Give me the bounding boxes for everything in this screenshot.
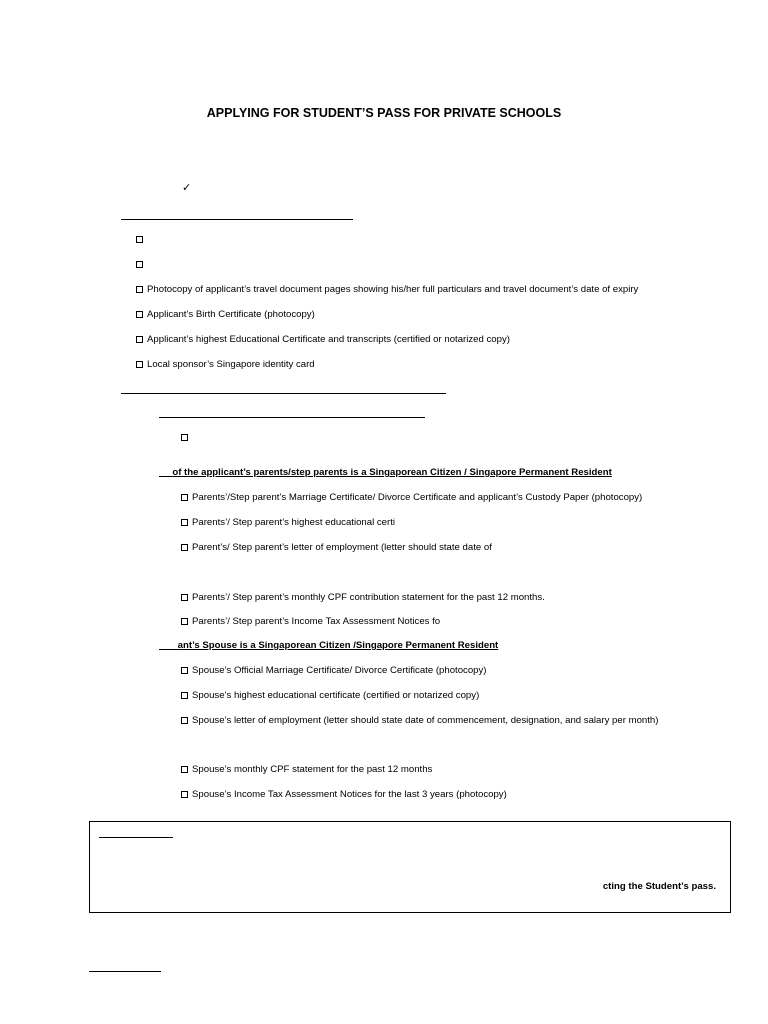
checkbox-icon[interactable] — [181, 618, 188, 625]
checkbox-icon[interactable] — [181, 434, 188, 441]
spouse-heading: ant’s Spouse is a Singaporean Citizen /Singapore Permanent Resident — [177, 640, 499, 651]
notice-heading-rule — [99, 837, 173, 838]
check-mark-icon: ✓ — [182, 182, 192, 194]
checklist-item[interactable] — [136, 234, 147, 245]
footer-rule — [89, 971, 161, 972]
checklist-item[interactable] — [181, 432, 192, 443]
checklist-item[interactable]: Photocopy of applicant’s travel document pages showing his/her full particulars and travel document’s date of expiry — [136, 284, 638, 295]
checklist-item[interactable]: Spouse’s Official Marriage Certificate/ Divorce Certificate (photocopy) — [181, 665, 487, 676]
checklist-item[interactable] — [136, 259, 147, 270]
checkbox-icon[interactable] — [136, 336, 143, 343]
checkbox-icon[interactable] — [181, 692, 188, 699]
checkbox-icon[interactable] — [181, 717, 188, 724]
page-title: APPLYING FOR STUDENT’S PASS FOR PRIVATE SCHOOLS — [206, 106, 562, 120]
checklist-item[interactable]: Spouse’s letter of employment (letter should state date of commencement, designation, and salary per month) — [181, 715, 658, 726]
checkbox-icon[interactable] — [136, 361, 143, 368]
checklist-item[interactable]: Parent’s/ Step parent’s letter of employment (letter should state date of — [181, 542, 492, 553]
checklist-item[interactable]: Applicant’s Birth Certificate (photocopy) — [136, 309, 315, 320]
checkbox-icon[interactable] — [136, 236, 143, 243]
checkbox-icon[interactable] — [181, 594, 188, 601]
checkbox-icon[interactable] — [136, 261, 143, 268]
checkbox-icon[interactable] — [181, 494, 188, 501]
checklist-item[interactable]: Local sponsor’s Singapore identity card — [136, 359, 315, 370]
notice-text: cting the Student’s pass. — [602, 881, 716, 892]
parents-heading: of the applicant’s parents/step parents is a Singaporean Citizen / Singapore Permanent Resident — [172, 467, 612, 478]
subsection-rule — [159, 417, 425, 418]
checklist-item[interactable]: Parents’/ Step parent’s monthly CPF contribution statement for the past 12 months. — [181, 592, 545, 603]
checklist-item[interactable]: Parents’/ Step parent’s Income Tax Assessment Notices fo — [181, 616, 440, 627]
checkbox-icon[interactable] — [181, 544, 188, 551]
checklist-item[interactable]: Spouse’s monthly CPF statement for the past 12 months — [181, 764, 432, 775]
checklist-item[interactable]: Spouse’s highest educational certificate (certified or notarized copy) — [181, 690, 479, 701]
checklist-item[interactable]: Applicant’s highest Educational Certificate and transcripts (certified or notarized copy) — [136, 334, 510, 345]
checkbox-icon[interactable] — [136, 286, 143, 293]
notice-box — [89, 821, 731, 913]
section-rule-applicant — [121, 219, 353, 220]
section-rule-additional — [121, 393, 446, 394]
checkbox-icon[interactable] — [181, 519, 188, 526]
checkbox-icon[interactable] — [136, 311, 143, 318]
checklist-item[interactable]: Parents’/ Step parent’s highest educational certi — [181, 517, 395, 528]
checklist-item[interactable]: Parents’/Step parent’s Marriage Certificate/ Divorce Certificate and applicant’s Custody Paper (photocopy) — [181, 492, 642, 503]
checklist-item[interactable]: Spouse’s Income Tax Assessment Notices for the last 3 years (photocopy) — [181, 789, 507, 800]
checkbox-icon[interactable] — [181, 667, 188, 674]
checkbox-icon[interactable] — [181, 766, 188, 773]
checkbox-icon[interactable] — [181, 791, 188, 798]
